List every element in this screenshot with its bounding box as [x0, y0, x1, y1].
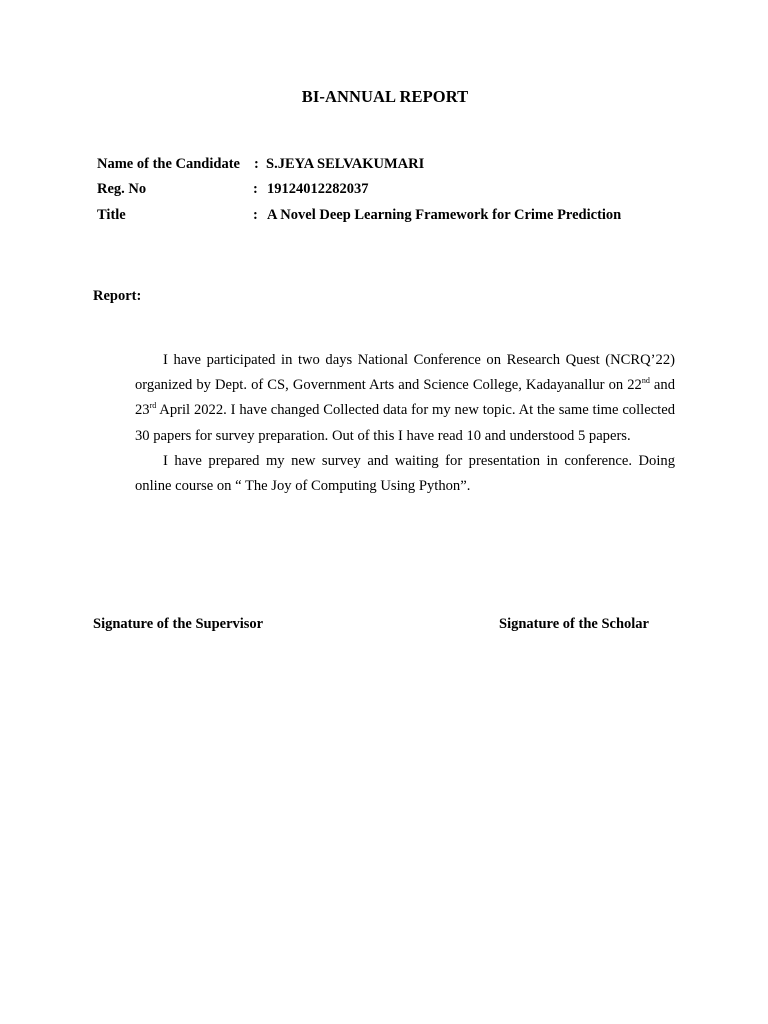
paragraph-1-text-c: April 2022. I have changed Collected data for my new topic. At the same time collected 30 papers for survey preparation. Out of this I have read 10 and understood 5 papers.	[135, 402, 675, 444]
report-paragraph-2: I have prepared my new survey and waiting for presentation in conference. Doing online course on “ The Joy of Computing Using Python”.	[135, 452, 675, 495]
title-value: A Novel Deep Learning Framework for Crime Prediction	[267, 207, 622, 223]
report-body	[135, 348, 675, 499]
signature-scholar: Signature of the Scholar	[499, 616, 649, 632]
paragraph-1-text-b: and 23	[135, 377, 675, 419]
candidate-name-label: Name of the Candidate	[97, 156, 240, 172]
report-paragraph-1	[135, 348, 675, 449]
reg-no-value: 19124012282037	[267, 181, 369, 197]
title-colon: :	[253, 207, 258, 223]
candidate-name-colon: :	[254, 156, 259, 172]
ordinal-suffix-rd: rd	[149, 401, 157, 411]
document-title: BI-ANNUAL REPORT	[301, 87, 469, 106]
report-heading: Report:	[93, 288, 142, 304]
candidate-name-value: S.JEYA SELVAKUMARI	[266, 156, 425, 172]
ordinal-suffix-nd: nd	[641, 376, 650, 386]
signature-supervisor: Signature of the Supervisor	[93, 616, 264, 632]
reg-no-label: Reg. No	[97, 181, 147, 197]
paragraph-1-text-a: I have participated in two days National Conference on Research Quest (NCRQ’22) organized by Dept. of CS, Government Arts and Science College, Kadayanallur on 22	[135, 352, 675, 394]
title-label: Title	[97, 207, 126, 223]
reg-no-colon: :	[253, 181, 258, 197]
